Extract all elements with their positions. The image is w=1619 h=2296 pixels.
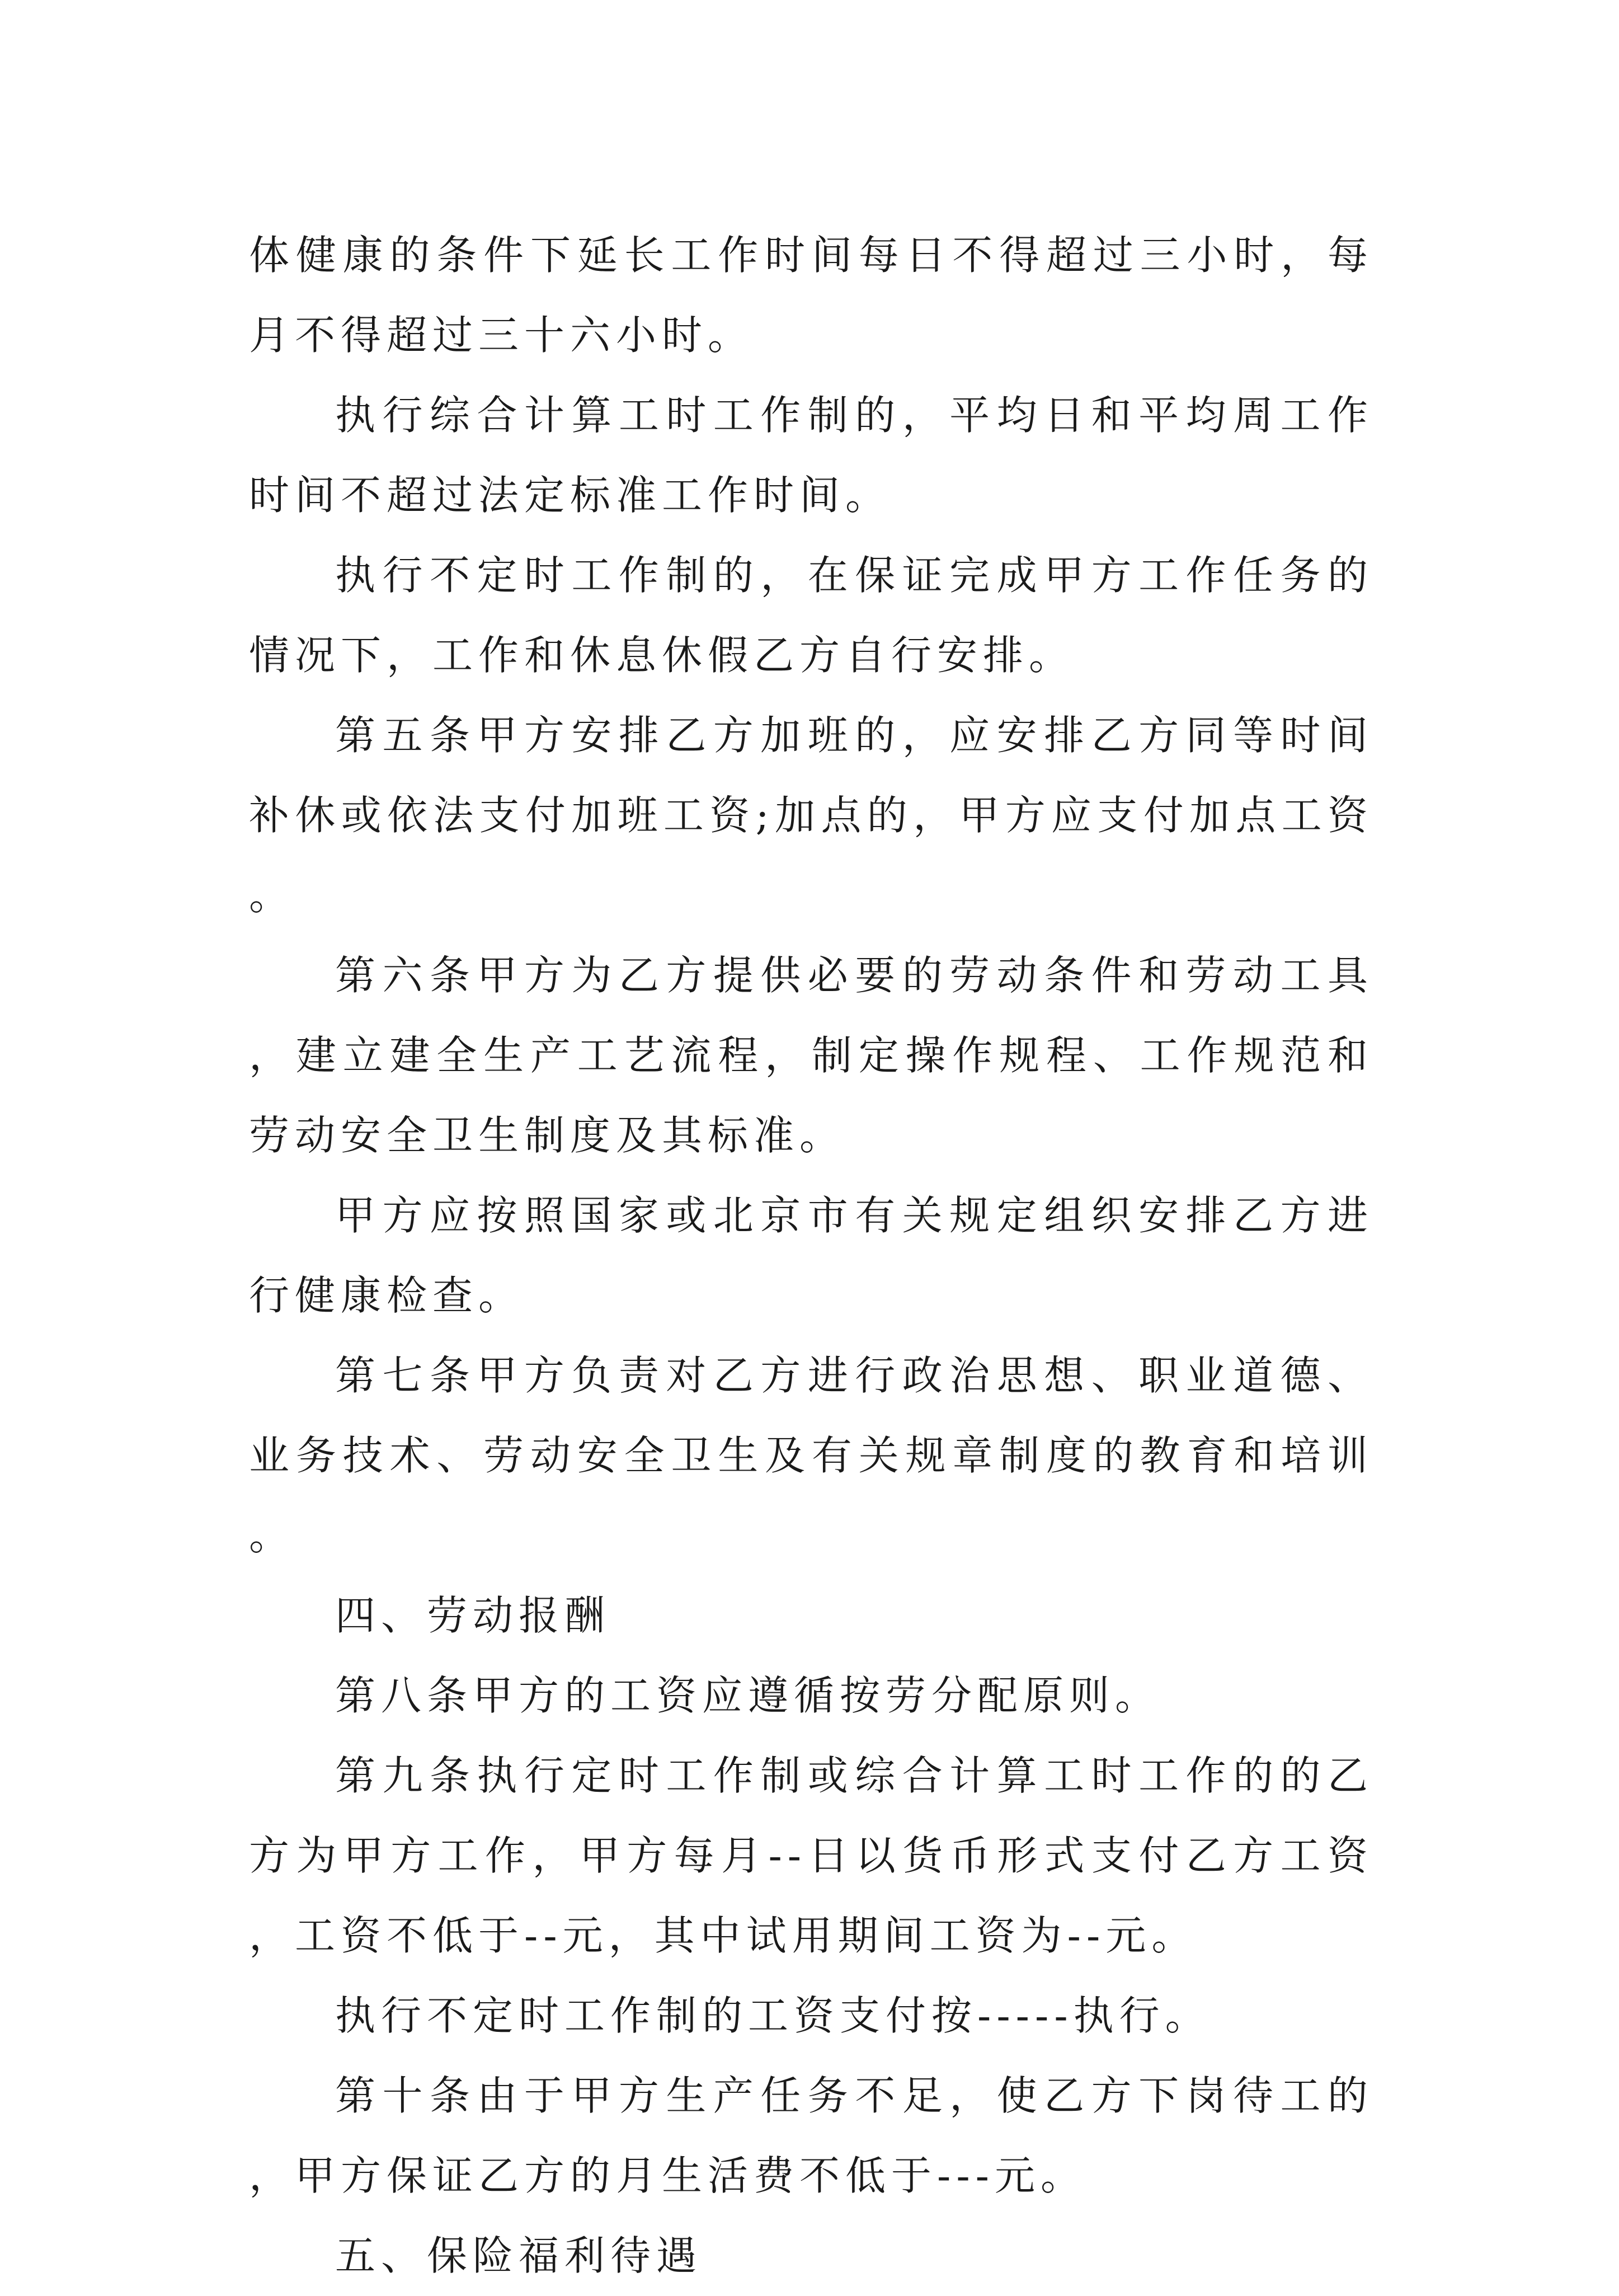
section-heading: 五、保险福利待遇 — [335, 2232, 703, 2279]
paragraph: 执行不定时工作制的，在保证完成甲方工作任务的情况下，工作和休息休假乙方自行安排。 — [249, 552, 1373, 679]
paragraph: 第六条甲方为乙方提供必要的劳动条件和劳动工具，建立建全生产工艺流程，制定操作规程、工作规范和劳动安全卫生制度及其标准。 — [249, 952, 1373, 1159]
paragraph: 体健康的条件下延长工作时间每日不得超过三小时，每月不得超过三十六小时。 — [249, 232, 1373, 359]
paragraph: 第七条甲方负责对乙方进行政治思想、职业道德、业务技术、劳动安全卫生及有关规章制度的教育和培训。 — [249, 1352, 1373, 1559]
paragraph: 甲方应按照国家或北京市有关规定组织安排乙方进行健康检查。 — [249, 1192, 1373, 1319]
paragraph: 第八条甲方的工资应遵循按劳分配原则。 — [335, 1672, 1161, 1719]
paragraph: 第九条执行定时工作制或综合计算工时工作的的乙方为甲方工作，甲方每月--日以货币形式支付乙方工资，工资不低于--元，其中试用期间工资为--元。 — [249, 1752, 1373, 1959]
section-heading: 四、劳动报酬 — [335, 1592, 611, 1639]
paragraph: 第十条由于甲方生产任务不足，使乙方下岗待工的，甲方保证乙方的月生活费不低于---元。 — [249, 2072, 1373, 2199]
document-body — [249, 215, 1373, 2296]
paragraph: 执行综合计算工时工作制的，平均日和平均周工作时间不超过法定标准工作时间。 — [249, 392, 1373, 519]
paragraph: 第五条甲方安排乙方加班的，应安排乙方同等时间补休或依法支付加班工资;加点的，甲方应支付加点工资。 — [249, 712, 1373, 919]
paragraph: 执行不定时工作制的工资支付按-----执行。 — [335, 1992, 1211, 2039]
